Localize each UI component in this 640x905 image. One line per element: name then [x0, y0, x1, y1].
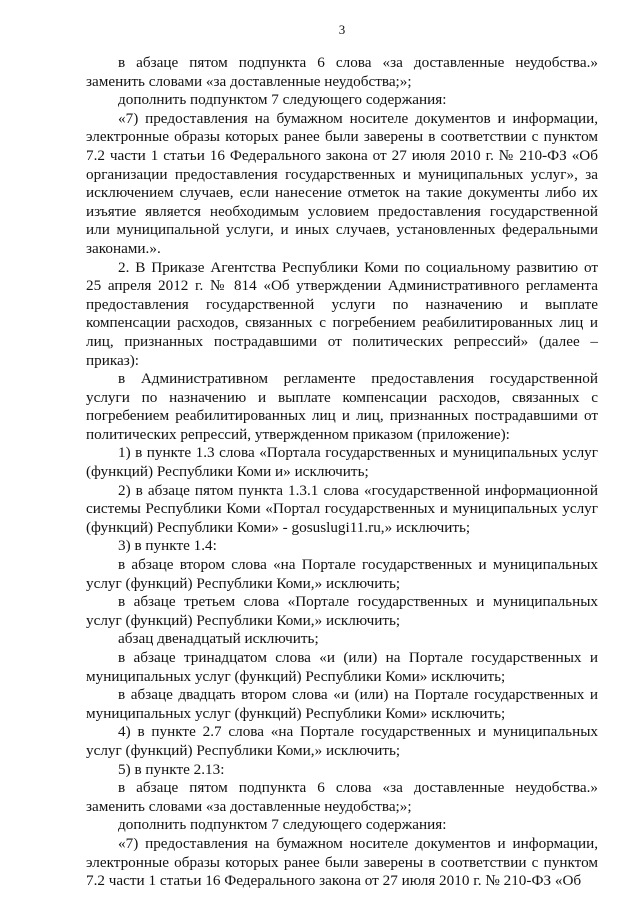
paragraph: в абзаце пятом подпункта 6 слова «за доставленные неудобства.» заменить словами «за доставленные неудобства;»; [86, 54, 598, 90]
paragraph: абзац двенадцатый исключить; [118, 630, 319, 648]
paragraph: в абзаце третьем слова «Портале государственных и муниципальных услуг (функций) Республики Коми,» исключить; [86, 593, 598, 629]
paragraph: 2) в абзаце пятом пункта 1.3.1 слова «государственной информационной системы Республики Коми «Портал государственных и муниципальных услуг (функций) Республики Коми» - gosuslugi11.ru,» исключить; [86, 481, 598, 536]
page-number: 3 [338, 22, 346, 37]
paragraph: 2. В Приказе Агентства Республики Коми по социальному развитию от 25 апреля 2012 г. № 814 «Об утверждении Административного регламента предоставления государственной услуги по назначению и выплате компенсации расходов, связанных с погребением реабилитированных лиц и лиц, признанных пострадавшими от политических репрессий» (далее – приказ): [86, 258, 598, 369]
paragraph: в абзаце пятом подпункта 6 слова «за доставленные неудобства.» заменить словами «за доставленные неудобства;»; [86, 779, 598, 815]
paragraph: в абзаце втором слова «на Портале государственных и муниципальных услуг (функций) Республики Коми,» исключить; [86, 556, 598, 592]
document-body [86, 54, 598, 891]
paragraph: 4) в пункте 2.7 слова «на Портале государственных и муниципальных услуг (функций) Республики Коми,» исключить; [86, 723, 598, 759]
paragraph: 3) в пункте 1.4: [118, 537, 217, 555]
paragraph: «7) предоставления на бумажном носителе документов и информации, электронные образы которых ранее были заверены в соответствии с пунктом 7.2 части 1 статьи 16 Федерального закона от 27 июля 2010 г. № 210-ФЗ «Об организации предоставления государственных и муниципальных услуг», за исключением случаев, если нанесение отметок на такие документы либо их изъятие является необходимым условием предоставления государственной или муниципальной услуги, и иных случаев, установленных федеральными законами.». [86, 109, 598, 257]
paragraph: 5) в пункте 2.13: [118, 760, 225, 778]
paragraph: в Административном регламенте предоставления государственной услуги по назначению и выплате компенсации расходов, связанных с погребением реабилитированных лиц и лиц, признанных пострадавшими от политических репрессий, утвержденном приказом (приложение): [86, 370, 598, 443]
paragraph: в абзаце двадцать втором слова «и (или) на Портале государственных и муниципальных услуг (функций) Республики Коми» исключить; [86, 686, 598, 722]
paragraph: дополнить подпунктом 7 следующего содержания: [118, 816, 447, 834]
paragraph: дополнить подпунктом 7 следующего содержания: [118, 91, 447, 109]
paragraph: 1) в пункте 1.3 слова «Портала государственных и муниципальных услуг (функций) Республики Коми и» исключить; [86, 444, 598, 481]
paragraph: «7) предоставления на бумажном носителе документов и информации, электронные образы которых ранее были заверены в соответствии с пунктом 7.2 части 1 статьи 16 Федерального закона от 27 июля 2010 г. № 210-ФЗ «Об [86, 834, 598, 890]
paragraph: в абзаце тринадцатом слова «и (или) на Портале государственных и муниципальных услуг (функций) Республики Коми» исключить; [86, 649, 598, 685]
